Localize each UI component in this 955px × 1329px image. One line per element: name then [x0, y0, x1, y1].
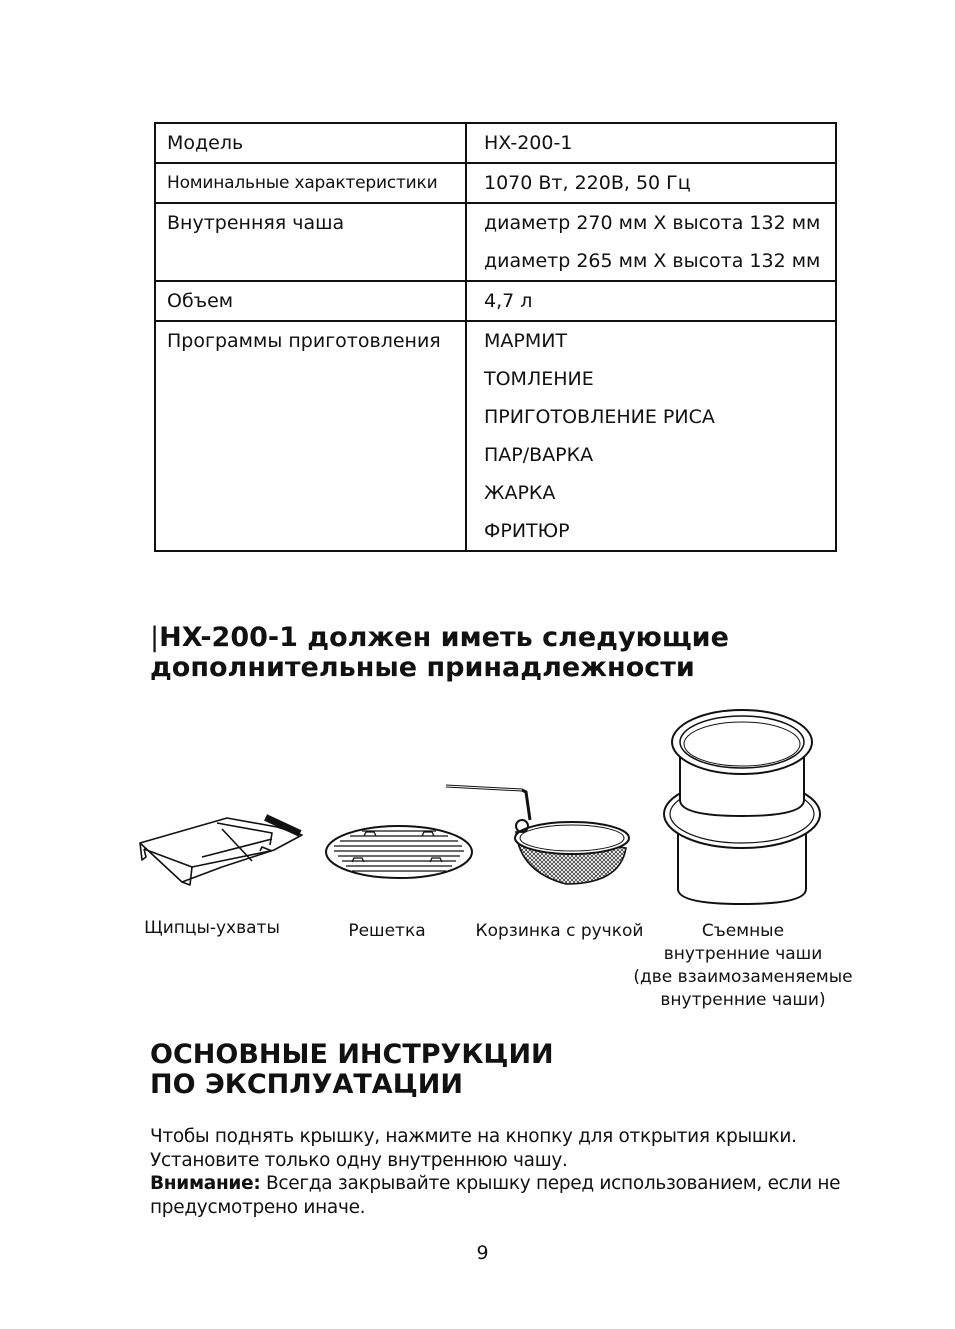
program-item: ПАР/ВАРКА [484, 444, 594, 466]
table-row [155, 281, 836, 321]
program-item: ФРИТЮР [484, 520, 570, 542]
basket-illustration [444, 780, 634, 892]
instructions-heading [150, 1040, 554, 1100]
instruction-paragraph: Установите только одну внутреннюю чашу. [150, 1149, 568, 1171]
spec-label: Номинальные характеристики [167, 173, 438, 193]
table-row [155, 321, 836, 551]
program-item: ПРИГОТОВЛЕНИЕ РИСА [484, 406, 715, 428]
spec-value: диаметр 270 мм Х высота 132 мм [484, 212, 821, 234]
accessories-heading: |HX-200-1 должен иметь следующие дополнительные принадлежности [150, 622, 729, 683]
spec-label: Внутренняя чаша [167, 212, 345, 234]
program-item: МАРМИТ [484, 330, 568, 352]
table-row [155, 203, 836, 281]
rack-caption: Решетка [348, 921, 426, 941]
specifications-table [154, 122, 837, 552]
tongs-illustration [132, 805, 307, 890]
accessories-heading-line1: HX-200-1 должен иметь следующие [159, 622, 729, 653]
spec-label: Программы приготовления [167, 330, 441, 352]
spec-value: диаметр 265 мм Х высота 132 мм [484, 250, 821, 272]
spec-value: HX-200-1 [484, 132, 573, 154]
program-item: ТОМЛЕНИЕ [484, 368, 594, 390]
table-row [155, 123, 836, 163]
warning-text: Всегда закрывайте крышку перед использованием, если не предусмотрено иначе. [150, 1173, 841, 1218]
spec-value: 4,7 л [484, 290, 533, 312]
bowls-caption: Съемные внутренние чаши (две взаимозаменяемые внутренние чаши) [633, 921, 853, 1010]
tongs-caption: Щипцы-ухваты [144, 918, 280, 938]
spec-label: Модель [167, 132, 244, 154]
program-item: ЖАРКА [484, 482, 556, 504]
instruction-paragraph: Чтобы поднять крышку, нажмите на кнопку для открытия крышки. [150, 1126, 797, 1147]
basket-caption: Корзинка с ручкой [475, 921, 644, 941]
instructions-text [150, 1125, 850, 1219]
inner-bowls-illustration [658, 704, 826, 909]
accessories-heading-line2: дополнительные принадлежности [150, 652, 695, 683]
spec-label: Объем [167, 290, 234, 312]
page-number: 9 [476, 1242, 489, 1264]
warning-label: Внимание: [150, 1173, 261, 1194]
table-row [155, 163, 836, 203]
spec-value: 1070 Вт, 220В, 50 Гц [484, 172, 691, 194]
instructions-heading-line1: ОСНОВНЫЕ ИНСТРУКЦИИ [150, 1039, 554, 1070]
warning-paragraph [150, 1172, 850, 1219]
instructions-heading-line2: ПО ЭКСПЛУАТАЦИИ [150, 1069, 463, 1100]
